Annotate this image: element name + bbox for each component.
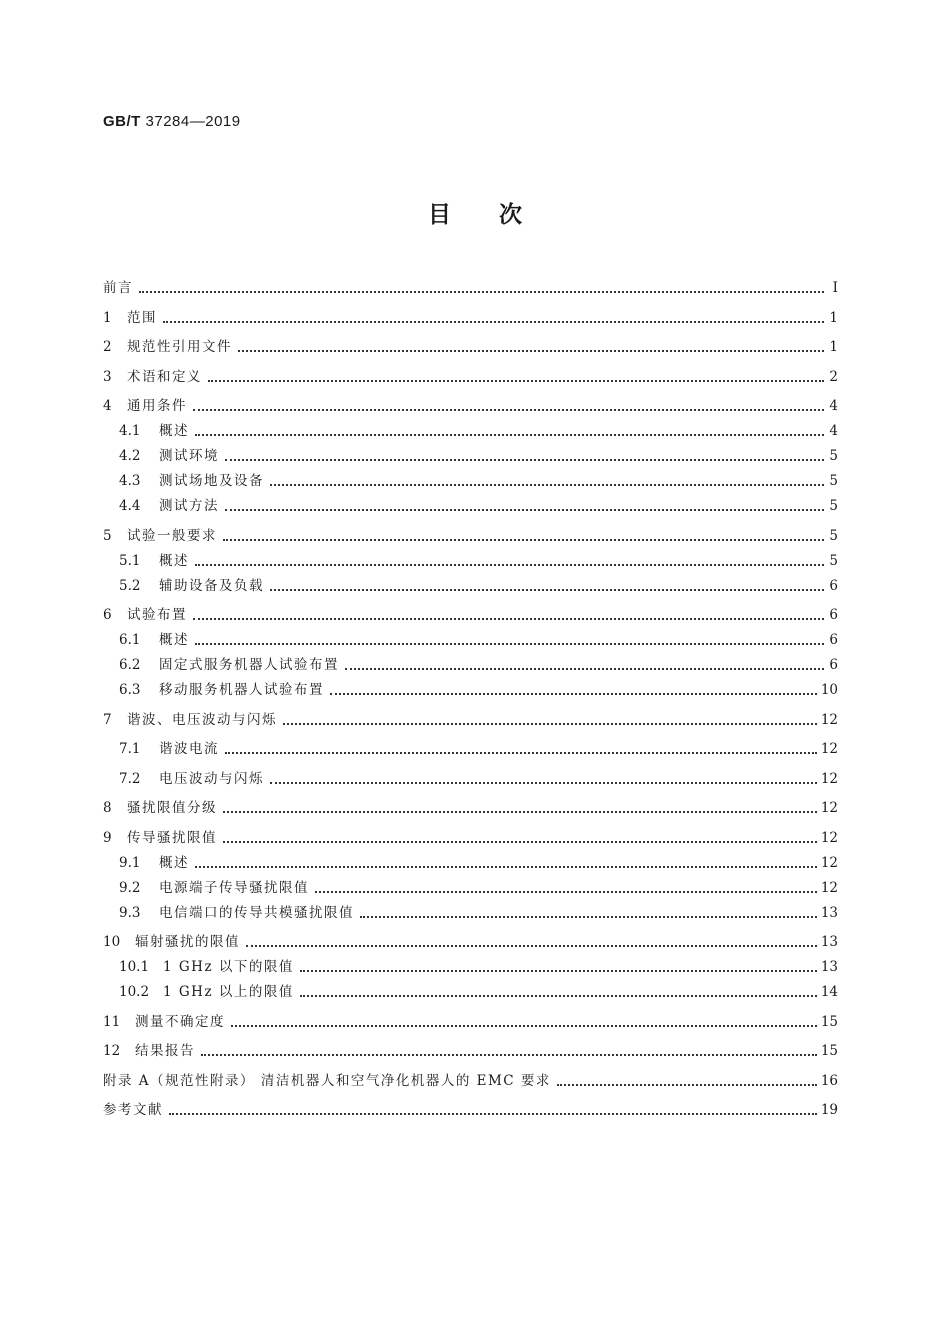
toc-entry-label: 测试方法 bbox=[159, 498, 219, 514]
toc-entry-label: 试验一般要求 bbox=[127, 527, 217, 544]
toc-entry-number: 10.2 bbox=[119, 984, 150, 1000]
toc-entry-number: 10 bbox=[103, 934, 121, 950]
toc-entry-number: 8 bbox=[103, 800, 112, 816]
toc-entry-label: 辅助设备及负载 bbox=[159, 577, 264, 594]
toc-entry[interactable] bbox=[103, 361, 838, 386]
toc-entry-label: 概述 bbox=[159, 632, 189, 648]
leader-dots bbox=[557, 1083, 817, 1086]
leader-dots bbox=[223, 810, 817, 813]
leader-dots bbox=[195, 865, 817, 868]
toc-entry[interactable] bbox=[103, 390, 838, 415]
toc-entry-page: Ⅰ bbox=[832, 280, 838, 296]
toc-entry-label: 规范性引用文件 bbox=[127, 339, 232, 355]
toc-entry[interactable] bbox=[103, 976, 838, 1001]
toc-entry[interactable] bbox=[103, 465, 838, 490]
toc-entry-label: 通用条件 bbox=[127, 398, 187, 414]
toc-entry-page: 6 bbox=[829, 657, 838, 673]
toc-entry[interactable] bbox=[103, 847, 838, 872]
toc-entry-label: 辐射骚扰的限值 bbox=[135, 934, 240, 950]
toc-entry-number: 4.2 bbox=[119, 448, 141, 464]
toc-entry[interactable] bbox=[103, 926, 838, 951]
leader-dots bbox=[246, 944, 817, 947]
leader-dots bbox=[201, 1053, 817, 1056]
toc-entry-number: 7.2 bbox=[119, 770, 141, 787]
leader-dots bbox=[315, 890, 817, 893]
leader-dots bbox=[225, 751, 817, 754]
toc-entry-page: 12 bbox=[820, 879, 838, 896]
toc-entry-label: 概述 bbox=[159, 854, 189, 871]
toc-entry-number: 10.1 bbox=[119, 959, 150, 975]
toc-entry-page: 12 bbox=[820, 854, 838, 871]
toc-entry-number: 3 bbox=[103, 368, 112, 385]
toc-entry-page: 1 bbox=[829, 339, 838, 355]
toc-entry-label: 参考文献 bbox=[103, 1102, 163, 1118]
toc-entry-label: 附录 A（规范性附录） 清洁机器人和空气净化机器人的 EMC 要求 bbox=[103, 1072, 551, 1089]
leader-dots bbox=[345, 667, 824, 670]
leader-dots bbox=[231, 1024, 817, 1027]
leader-dots bbox=[193, 408, 824, 411]
toc-entry-label: 电压波动与闪烁 bbox=[159, 770, 264, 787]
toc-entry[interactable] bbox=[103, 733, 838, 758]
toc-entry-page: 12 bbox=[820, 770, 838, 787]
toc-entry-label: 电源端子传导骚扰限值 bbox=[159, 879, 309, 896]
toc-entry[interactable] bbox=[103, 674, 838, 699]
leader-dots bbox=[238, 349, 824, 352]
toc-entry-page: 6 bbox=[829, 632, 838, 648]
toc-entry-number: 11 bbox=[103, 1013, 121, 1030]
page-title: 目次 bbox=[428, 202, 570, 228]
toc-entry-number: 4.1 bbox=[119, 423, 141, 439]
toc-entry-page: 5 bbox=[829, 498, 838, 514]
toc-entry-page: 13 bbox=[820, 959, 838, 975]
toc-entry-label: 谐波、电压波动与闪烁 bbox=[127, 711, 277, 728]
leader-dots bbox=[270, 483, 824, 486]
toc-entry-label: 概述 bbox=[159, 423, 189, 439]
standard-prefix: GB/T bbox=[103, 113, 141, 130]
toc-entry-label: 1 GHz 以下的限值 bbox=[163, 959, 294, 975]
toc-entry-page: 12 bbox=[820, 800, 838, 816]
standard-number: 37284—2019 bbox=[145, 113, 241, 130]
toc-entry-page: 12 bbox=[820, 741, 838, 757]
leader-dots bbox=[208, 379, 824, 382]
toc-entry-label: 骚扰限值分级 bbox=[127, 800, 217, 816]
toc-entry-number: 4 bbox=[103, 398, 112, 414]
toc-entry[interactable] bbox=[103, 302, 838, 327]
toc-entry-number: 12 bbox=[103, 1043, 121, 1059]
toc-entry-label: 1 GHz 以上的限值 bbox=[163, 984, 294, 1000]
toc-entry[interactable] bbox=[103, 897, 838, 922]
leader-dots bbox=[225, 508, 824, 511]
leader-dots bbox=[360, 915, 817, 918]
toc-entry-number: 9.2 bbox=[119, 879, 141, 896]
toc-entry-page: 5 bbox=[829, 552, 838, 569]
toc-entry-page: 16 bbox=[820, 1072, 838, 1089]
toc-entry-label: 测试场地及设备 bbox=[159, 473, 264, 489]
toc-entry[interactable] bbox=[103, 1094, 838, 1119]
toc-entry-label: 试验布置 bbox=[127, 607, 187, 623]
toc-entry-number: 9.3 bbox=[119, 904, 141, 921]
toc-entry-label: 电信端口的传导共模骚扰限值 bbox=[159, 904, 354, 921]
toc-entry-page: 5 bbox=[829, 527, 838, 544]
toc-entry-page: 15 bbox=[820, 1043, 838, 1059]
toc-entry-page: 15 bbox=[820, 1013, 838, 1030]
leader-dots bbox=[330, 692, 817, 695]
leader-dots bbox=[283, 722, 817, 725]
leader-dots bbox=[270, 588, 824, 591]
toc-entry-number: 5 bbox=[103, 527, 112, 544]
toc-entry[interactable] bbox=[103, 951, 838, 976]
toc-entry[interactable] bbox=[103, 415, 838, 440]
toc-entry[interactable] bbox=[103, 599, 838, 624]
toc-entry[interactable] bbox=[103, 649, 838, 674]
toc-entry-label: 测试环境 bbox=[159, 448, 219, 464]
toc-entry-page: 1 bbox=[829, 309, 838, 326]
toc-entry[interactable] bbox=[103, 1065, 838, 1090]
toc-entry[interactable] bbox=[103, 545, 838, 570]
toc-entry-label: 固定式服务机器人试验布置 bbox=[159, 657, 339, 673]
toc-entry-page: 5 bbox=[829, 473, 838, 489]
leader-dots bbox=[223, 840, 817, 843]
leader-dots bbox=[300, 994, 817, 997]
leader-dots bbox=[195, 433, 824, 436]
toc-entry-label: 前言 bbox=[103, 280, 133, 296]
toc-entry[interactable] bbox=[103, 272, 838, 297]
toc-entry-page: 19 bbox=[820, 1102, 838, 1118]
leader-dots bbox=[195, 563, 824, 566]
toc-entry-number: 6 bbox=[103, 607, 112, 623]
leader-dots bbox=[193, 617, 824, 620]
toc-entry[interactable] bbox=[103, 490, 838, 515]
leader-dots bbox=[169, 1112, 817, 1115]
toc-entry-page: 2 bbox=[829, 368, 838, 385]
toc-entry-number: 6.1 bbox=[119, 632, 141, 648]
toc-entry-label: 概述 bbox=[159, 552, 189, 569]
toc-entry-page: 4 bbox=[829, 398, 838, 414]
toc-entry-number: 7.1 bbox=[119, 741, 141, 757]
toc-entry-number: 2 bbox=[103, 339, 112, 355]
toc-entry-number: 5.2 bbox=[119, 577, 141, 594]
toc-entry-label: 移动服务机器人试验布置 bbox=[159, 682, 324, 698]
leader-dots bbox=[163, 320, 824, 323]
toc-entry[interactable] bbox=[103, 570, 838, 595]
toc-entry-label: 传导骚扰限值 bbox=[127, 829, 217, 846]
table-of-contents bbox=[103, 272, 838, 1119]
toc-entry-number: 1 bbox=[103, 309, 112, 326]
toc-entry-page: 13 bbox=[820, 904, 838, 921]
toc-entry-page: 13 bbox=[820, 934, 838, 950]
toc-entry[interactable] bbox=[103, 792, 838, 817]
toc-entry-page: 5 bbox=[829, 448, 838, 464]
leader-dots bbox=[195, 642, 824, 645]
toc-entry[interactable] bbox=[103, 872, 838, 897]
toc-entry-number: 5.1 bbox=[119, 552, 141, 569]
leader-dots bbox=[270, 781, 817, 784]
toc-entry[interactable] bbox=[103, 1035, 838, 1060]
toc-entry[interactable] bbox=[103, 440, 838, 465]
toc-entry-label: 范围 bbox=[127, 309, 157, 326]
toc-entry[interactable] bbox=[103, 1006, 838, 1031]
toc-entry[interactable] bbox=[103, 520, 838, 545]
toc-entry[interactable] bbox=[103, 822, 838, 847]
toc-entry-label: 术语和定义 bbox=[127, 368, 202, 385]
toc-entry-number: 4.3 bbox=[119, 473, 141, 489]
toc-entry-label: 结果报告 bbox=[135, 1043, 195, 1059]
toc-entry-label: 测量不确定度 bbox=[135, 1013, 225, 1030]
toc-entry[interactable] bbox=[103, 624, 838, 649]
leader-dots bbox=[300, 969, 817, 972]
toc-entry-number: 7 bbox=[103, 711, 112, 728]
toc-entry-page: 6 bbox=[829, 607, 838, 623]
toc-entry[interactable] bbox=[103, 704, 838, 729]
toc-entry-number: 9 bbox=[103, 829, 112, 846]
toc-entry[interactable] bbox=[103, 763, 838, 788]
toc-entry-page: 12 bbox=[820, 711, 838, 728]
leader-dots bbox=[139, 290, 824, 293]
standard-code bbox=[103, 113, 241, 130]
leader-dots bbox=[225, 458, 824, 461]
toc-entry[interactable] bbox=[103, 331, 838, 356]
toc-entry-page: 4 bbox=[829, 423, 838, 439]
toc-entry-page: 6 bbox=[829, 577, 838, 594]
toc-entry-number: 6.3 bbox=[119, 682, 141, 698]
toc-entry-number: 4.4 bbox=[119, 498, 141, 514]
toc-entry-page: 12 bbox=[820, 829, 838, 846]
toc-entry-number: 9.1 bbox=[119, 854, 141, 871]
toc-entry-page: 14 bbox=[820, 984, 838, 1000]
toc-entry-label: 谐波电流 bbox=[159, 741, 219, 757]
leader-dots bbox=[223, 538, 824, 541]
toc-entry-page: 10 bbox=[820, 682, 838, 698]
toc-entry-number: 6.2 bbox=[119, 657, 141, 673]
